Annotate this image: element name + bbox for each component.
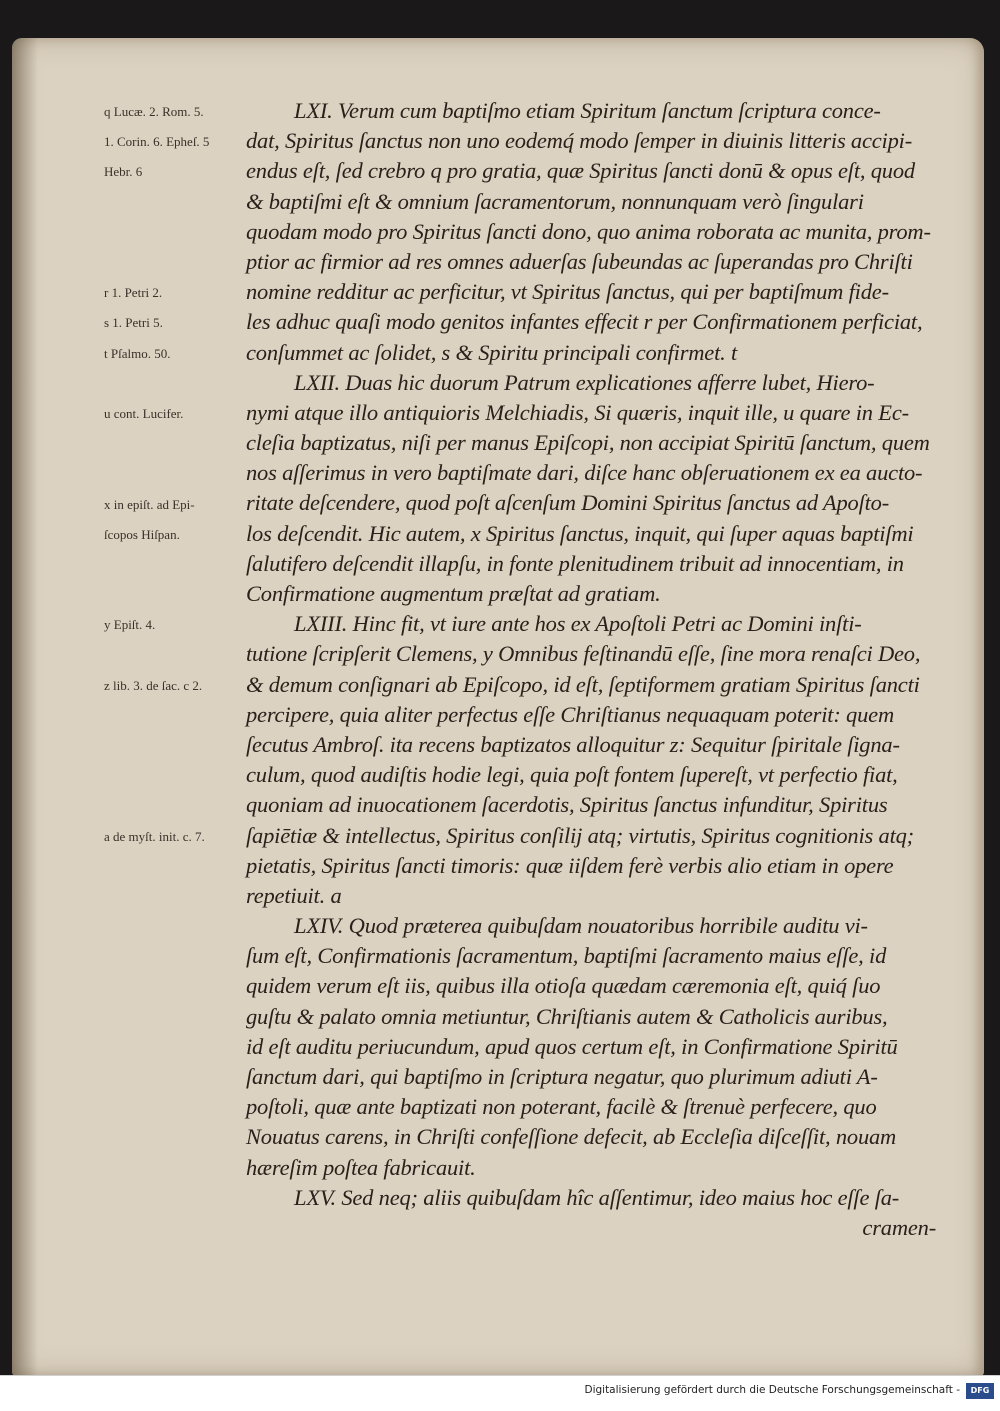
text-line: poſtoli, quæ ante baptizati non poterant, facilè & ſtrenuè perfecere, quo — [246, 1094, 877, 1120]
text-line: & demum conſignari ab Epiſcopo, id eſt, ſeptiformem gratiam Spiritus ſancti — [246, 671, 920, 697]
page-body-text — [246, 96, 946, 1243]
dfg-logo-icon: DFG — [966, 1383, 994, 1399]
digitization-footer — [0, 1375, 1000, 1411]
text-line: ſapiētiæ & intellectus, Spiritus conſilij atq; virtutis, Spiritus cognitionis atq; — [246, 822, 914, 848]
text-line: guſtu & palato omnia metiuntur, Chriſtianis autem & Catholicis auribus, — [246, 1003, 888, 1029]
text-line: id eſt auditu periucundum, apud quos certum eſt, in Confirmatione Spiritū — [246, 1033, 898, 1059]
text-line: & baptiſmi eſt & omnium ſacramentorum, nonnunquam verò ſingulari — [246, 188, 864, 214]
text-line: dat, Spiritus ſanctus non uno eodemq́ modo ſemper in diuinis litteris accipi- — [246, 128, 912, 154]
marginal-note: t Pſalmo. 50. — [104, 345, 171, 361]
text-line: LXV. Sed neq; aliis quibuſdam hîc aſſentimur, ideo maius hoc eſſe ſa- — [294, 1184, 900, 1210]
text-line: endus eſt, ſed crebro q pro gratia, quæ Spiritus ſancti donū & opus eſt, quod — [246, 158, 915, 184]
text-line: LXII. Duas hic duorum Patrum explicationes afferre lubet, Hiero- — [294, 369, 875, 395]
text-line: los deſcendit. Hic autem, x Spiritus ſanctus, inquit, qui ſuper aquas baptiſmi — [246, 520, 914, 546]
marginal-note: q Lucæ. 2. Rom. 5. — [104, 104, 204, 119]
text-line: nymi atque illo antiquioris Melchiadis, Si quæris, inquit ille, u quare in Ec- — [246, 399, 909, 425]
text-line: ritate deſcendere, quod poſt aſcenſum Domini Spiritus ſanctus ad Apoſto- — [246, 490, 890, 516]
text-line: ſalutifero deſcendit illapſu, in fonte plenitudinem tribuit ad innocentiam, in — [246, 550, 904, 576]
text-line: ſecutus Ambroſ. ita recens baptizatos alloquitur z: Sequitur ſpiritale ſigna- — [246, 731, 900, 757]
text-line: cramen- — [862, 1214, 936, 1240]
text-line: conſummet ac ſolidet, s & Spiritu principali confirmet. t — [246, 339, 738, 365]
text-line: Nouatus carens, in Chriſti confeſſione defecit, ab Eccleſia diſceſſit, nouam — [246, 1124, 897, 1150]
marginal-note: x in epiſt. ad Epi- — [104, 496, 195, 512]
text-line: ptior ac firmior ad res omnes aduerſas ſubeundas ac ſuperandas pro Chriſti — [246, 248, 913, 274]
text-line: LXIII. Hinc fit, vt iure ante hos ex Apoſtoli Petri ac Domini inſti- — [294, 611, 862, 637]
marginal-note: z lib. 3. de ſac. c 2. — [104, 677, 203, 693]
marginal-note: ſcopos Hiſpan. — [104, 526, 180, 542]
text-line: quodam modo pro Spiritus ſancti dono, quo anima roborata ac munita, prom- — [246, 218, 931, 244]
text-line: culum, quod audiſtis hodie legi, quia poſt fontem ſupereſt, vt perfectio fiat, — [246, 762, 898, 788]
marginal-note: s 1. Petri 5. — [104, 315, 163, 331]
marginal-note: 1. Corin. 6. Epheſ. 5 — [104, 134, 210, 150]
text-line: les adhuc quaſi modo genitos infantes effecit r per Confirmationem perficiat, — [246, 309, 923, 335]
text-line: Confirmatione augmentum præſtat ad gratiam. — [246, 581, 661, 606]
text-line: repetiuit. a — [246, 882, 342, 908]
footer-credit: Digitalisierung gefördert durch die Deutsche Forschungsgemeinschaft - — [584, 1384, 960, 1396]
text-line: hæreſim poſtea fabricauit. — [246, 1154, 476, 1180]
text-line: nomine redditur ac perficitur, vt Spiritus ſanctus, qui per baptiſmum fide- — [246, 279, 889, 305]
text-line: pietatis, Spiritus ſancti timoris: quæ iiſdem ferè verbis alio etiam in opere — [246, 852, 894, 878]
marginal-note: a de myſt. init. c. 7. — [104, 828, 205, 844]
text-line: percipere, quia aliter perfectus eſſe Chriſtianus nequaquam poterit: quem — [246, 701, 894, 727]
text-line: tutione ſcripſerit Clemens, y Omnibus feſtinandū eſſe, ſine mora renaſci Deo, — [246, 641, 921, 667]
text-line: ſanctum dari, qui baptiſmo in ſcriptura negatur, quo plurimum adiuti A- — [246, 1064, 878, 1089]
marginal-note: u cont. Lucifer. — [104, 406, 184, 421]
marginal-note: y Epiſt. 4. — [104, 617, 156, 633]
text-line: cleſia baptizatus, niſi per manus Epiſcopi, non accipiat Spiritū ſanctum, quem — [246, 430, 930, 456]
text-line: nos aſſerimus in vero baptiſmate dari, diſce hanc obſeruationem ex ea aucto- — [246, 460, 923, 486]
text-line: LXI. Verum cum baptiſmo etiam Spiritum ſanctum ſcriptura conce- — [294, 98, 881, 123]
marginal-note: r 1. Petri 2. — [104, 285, 163, 301]
text-line: quidem verum eſt iis, quibus illa otioſa quædam cæremonia eſt, quiq́ ſuo — [246, 973, 881, 999]
text-line: LXIV. Quod præterea quibuſdam nouatoribus horribile auditu vi- — [294, 913, 868, 939]
text-line: quoniam ad inuocationem ſacerdotis, Spiritus ſanctus infunditur, Spiritus — [246, 792, 888, 818]
text-line: ſum eſt, Confirmationis ſacramentum, baptiſmi ſacramento maius eſſe, id — [246, 943, 887, 969]
marginal-note: Hebr. 6 — [104, 164, 143, 180]
